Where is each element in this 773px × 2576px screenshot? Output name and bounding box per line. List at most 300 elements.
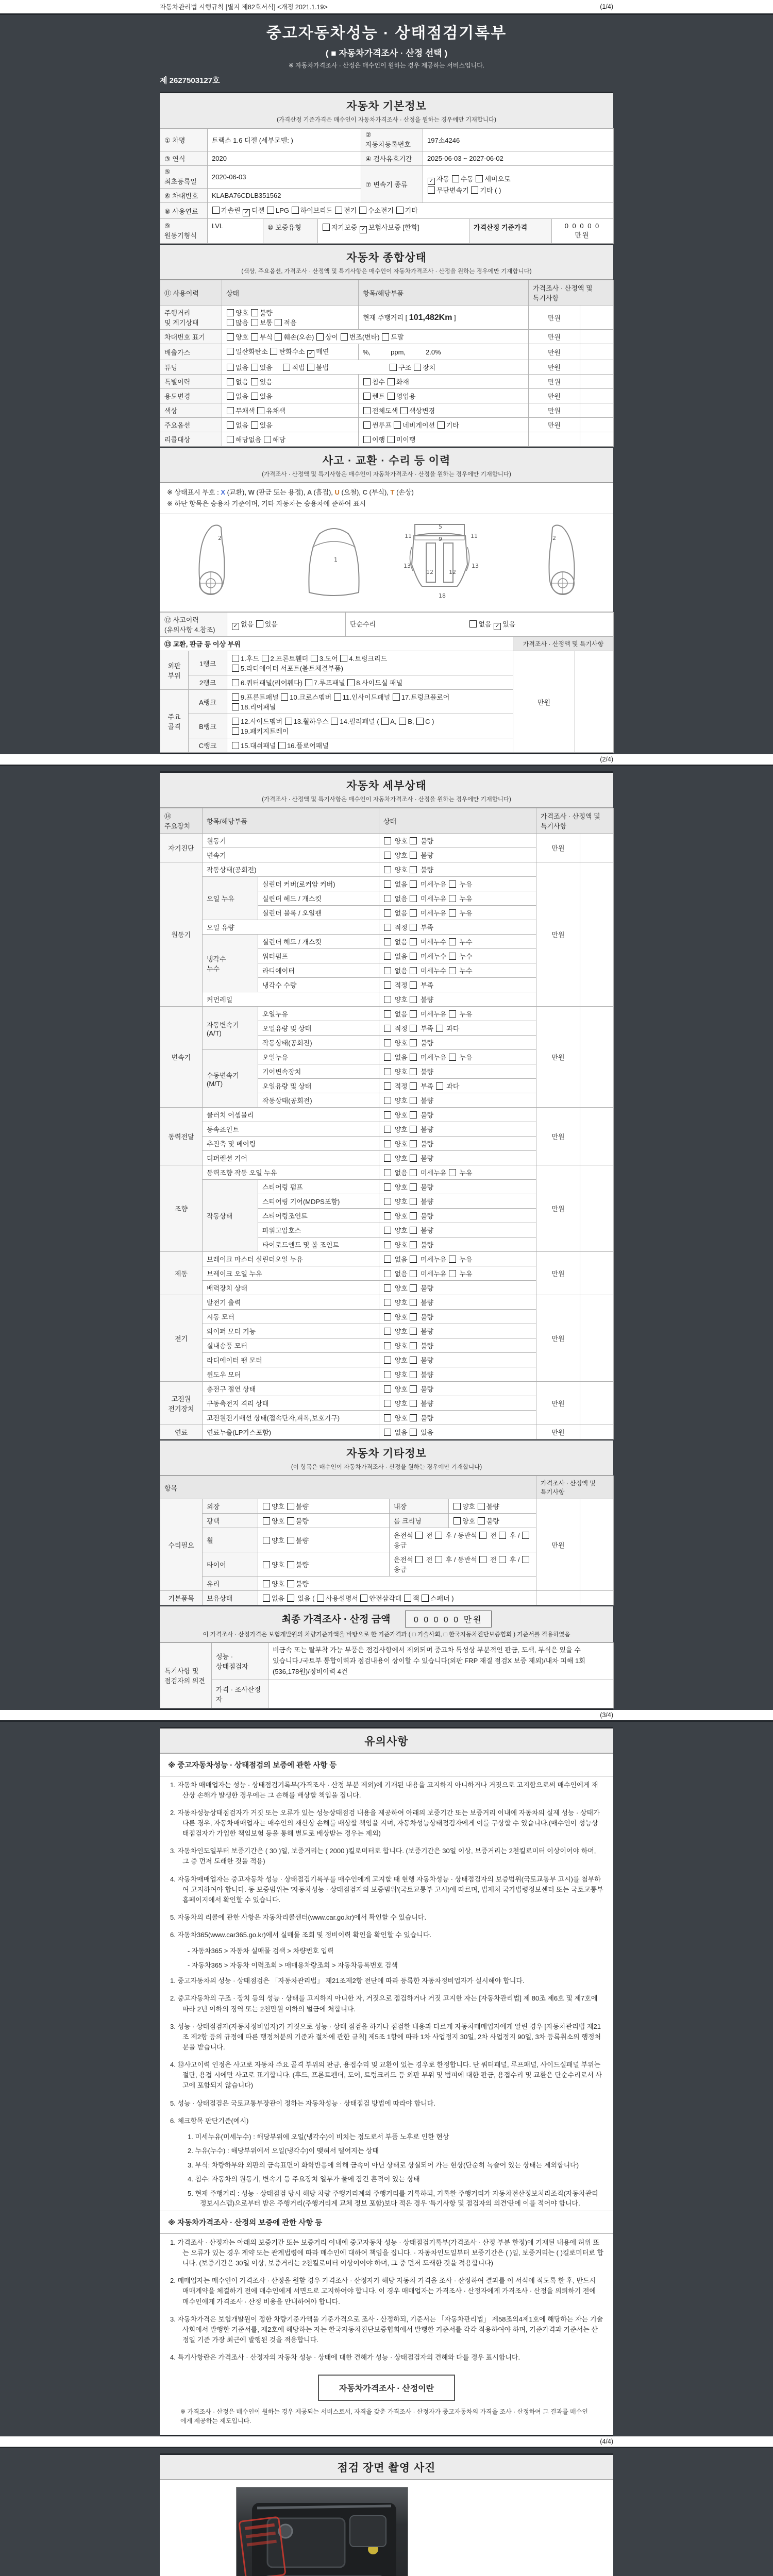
checkbox[interactable] bbox=[340, 655, 347, 662]
notice-subitem: - 자동차365 > 자동차 실매물 검색 > 차량번호 입력 bbox=[188, 1947, 334, 1955]
checkbox[interactable] bbox=[384, 1256, 391, 1263]
checkbox[interactable] bbox=[305, 679, 312, 686]
etc-item-state: 없음 있음 ( 사용설명서 안전삼각대 잭 스패너 ) bbox=[258, 1591, 536, 1605]
checkbox[interactable] bbox=[449, 1270, 456, 1277]
device-item-label: 오일누유 bbox=[258, 1007, 379, 1021]
checkbox[interactable] bbox=[410, 1126, 417, 1133]
checkbox[interactable] bbox=[292, 207, 299, 214]
price-survey-definition-box: 자동차가격조사 · 산정이란 bbox=[318, 2375, 455, 2401]
remark-cell bbox=[580, 1108, 614, 1165]
checkbox[interactable] bbox=[410, 1111, 417, 1118]
checkbox[interactable] bbox=[384, 866, 391, 873]
checkbox[interactable] bbox=[410, 1270, 417, 1277]
notice-subitem: 5. 현재 주행거리 : 성능 · 상태점검 당시 해당 차량 주행거리계의 주행거리를 기록하되, 기록한 주행거리가 자동차전산정보처리조직(자동차관리정보시스템)으로부터 받은 주행거리(주행거리계 교체 정보 포함)보다 적은 경우 '특기사항 및 점검자의 의견'란에 이를 적어야 합니다. bbox=[188, 2189, 598, 2208]
checkbox[interactable] bbox=[227, 309, 234, 316]
checkbox[interactable] bbox=[449, 938, 456, 945]
device-item-state: 양호 불량 bbox=[379, 1411, 536, 1425]
checkbox[interactable] bbox=[438, 421, 445, 429]
checkbox[interactable] bbox=[287, 1537, 294, 1544]
checkbox[interactable] bbox=[410, 1212, 417, 1219]
checkbox[interactable] bbox=[410, 1385, 417, 1393]
checkbox[interactable] bbox=[384, 1054, 391, 1061]
checkbox[interactable] bbox=[359, 207, 366, 214]
checkbox[interactable] bbox=[384, 1241, 391, 1248]
field-label-warranty-type: ⑩ 보증유형 bbox=[263, 219, 318, 243]
checkbox-checked[interactable]: ✓ bbox=[307, 350, 314, 358]
checkbox[interactable] bbox=[363, 393, 371, 400]
checkbox[interactable] bbox=[317, 1595, 324, 1602]
checkbox[interactable] bbox=[278, 742, 285, 749]
checkbox[interactable] bbox=[331, 718, 338, 725]
checkbox[interactable] bbox=[363, 436, 371, 443]
checkbox[interactable] bbox=[264, 436, 271, 443]
checkbox[interactable] bbox=[384, 1357, 391, 1364]
checkbox-checked[interactable]: ✓ bbox=[243, 209, 250, 216]
checkbox[interactable] bbox=[251, 421, 258, 429]
checkbox[interactable] bbox=[410, 1010, 417, 1018]
checkbox[interactable] bbox=[394, 421, 401, 429]
checkbox[interactable] bbox=[428, 187, 435, 194]
basic-info-header bbox=[160, 93, 613, 128]
checkbox[interactable] bbox=[384, 996, 391, 1003]
checkbox[interactable] bbox=[476, 175, 483, 182]
device-item-label: 오일유량 및 상태 bbox=[258, 1079, 379, 1093]
checkbox[interactable] bbox=[227, 348, 234, 355]
checkbox[interactable] bbox=[410, 1429, 417, 1436]
exchange-price-header: 가격조사 · 산정액 및 특기사항 bbox=[513, 637, 614, 651]
checkbox[interactable] bbox=[283, 364, 290, 371]
checkbox[interactable] bbox=[410, 981, 417, 989]
device-item-state: 양호 불량 bbox=[379, 1295, 536, 1310]
checkbox[interactable] bbox=[410, 1328, 417, 1335]
checkbox[interactable] bbox=[316, 333, 324, 341]
price-cell: 만원 bbox=[529, 418, 580, 432]
checkbox[interactable] bbox=[449, 909, 456, 917]
checkbox[interactable] bbox=[388, 378, 395, 385]
checkbox[interactable] bbox=[410, 866, 417, 873]
page2-header-strip bbox=[0, 754, 773, 766]
legend-label: (요철), bbox=[341, 488, 363, 496]
checkbox[interactable] bbox=[263, 1517, 270, 1524]
checkbox[interactable] bbox=[287, 1561, 294, 1568]
checkbox[interactable] bbox=[410, 996, 417, 1003]
etc-item-state: 양호 불량 bbox=[449, 1499, 536, 1514]
checkbox[interactable] bbox=[335, 207, 342, 214]
checkbox[interactable] bbox=[410, 1227, 417, 1234]
checkbox[interactable] bbox=[436, 1025, 443, 1032]
device-group-고전원: 고전원 전기장치 bbox=[160, 1382, 203, 1425]
checkbox[interactable] bbox=[399, 718, 406, 725]
checkbox[interactable] bbox=[410, 967, 417, 974]
etc-item-state: 양호 불량 bbox=[258, 1514, 390, 1528]
checkbox[interactable] bbox=[363, 378, 371, 385]
checkbox[interactable] bbox=[410, 924, 417, 931]
checkbox[interactable] bbox=[334, 693, 341, 701]
checkbox[interactable] bbox=[410, 1414, 417, 1421]
checkbox[interactable] bbox=[449, 1256, 456, 1263]
checkbox[interactable] bbox=[479, 1556, 486, 1563]
table-row bbox=[160, 306, 614, 330]
device-item-state: 없음 있음 bbox=[379, 1425, 536, 1439]
checkbox[interactable] bbox=[232, 679, 239, 686]
checkbox[interactable] bbox=[410, 1357, 417, 1364]
checkbox[interactable] bbox=[251, 333, 258, 341]
device-item-state: 없음 미세누유 누유 bbox=[379, 1050, 536, 1064]
checkbox-checked[interactable]: ✓ bbox=[360, 226, 367, 233]
checkbox[interactable] bbox=[263, 1503, 270, 1510]
checkbox[interactable] bbox=[256, 620, 263, 628]
checkbox[interactable] bbox=[410, 938, 417, 945]
price-cell: 만원 bbox=[536, 834, 580, 862]
checkbox[interactable] bbox=[251, 309, 258, 316]
checkbox[interactable] bbox=[384, 1385, 391, 1393]
checkbox[interactable] bbox=[449, 895, 456, 902]
device-item-state: 적정 부족 bbox=[379, 978, 536, 992]
checkbox[interactable] bbox=[263, 1537, 270, 1544]
checkbox[interactable] bbox=[449, 953, 456, 960]
checkbox[interactable] bbox=[227, 378, 234, 385]
checkbox[interactable] bbox=[410, 1039, 417, 1046]
checkbox[interactable] bbox=[384, 1025, 391, 1032]
notice-item: 3. 자동차인도일부터 보증기간은 ( 30 )일, 보증거리는 ( 2000 )킬로미터로 합니다. (보증기간은 30일 이상, 보증거리는 2천킬로미터 이상이어야 하며, 그 중 먼저 도래한 것을 적용) bbox=[170, 1847, 596, 1866]
device-item-label: 라디에이터 bbox=[258, 963, 379, 978]
checkbox[interactable] bbox=[384, 1082, 391, 1090]
checkbox[interactable] bbox=[384, 967, 391, 974]
checkbox[interactable] bbox=[410, 1025, 417, 1032]
checkbox[interactable] bbox=[390, 364, 397, 371]
checkbox[interactable] bbox=[227, 364, 234, 371]
checkbox[interactable] bbox=[232, 703, 239, 710]
column-header: ⑪ 사용이력 bbox=[160, 280, 222, 306]
checkbox[interactable] bbox=[232, 718, 239, 725]
checkbox[interactable] bbox=[478, 1503, 485, 1510]
checkbox[interactable] bbox=[270, 348, 277, 355]
checkbox[interactable] bbox=[449, 967, 456, 974]
checkbox[interactable] bbox=[251, 364, 258, 371]
page-2 bbox=[160, 771, 613, 1709]
checkbox[interactable] bbox=[275, 333, 282, 341]
checkbox[interactable] bbox=[262, 655, 269, 662]
checkbox[interactable] bbox=[384, 1342, 391, 1349]
device-item-label: 파워고압호스 bbox=[258, 1223, 379, 1238]
car-diagrams bbox=[160, 514, 613, 612]
device-item-state: 양호 불량 bbox=[379, 1338, 536, 1353]
checkbox[interactable] bbox=[307, 364, 314, 371]
checkbox[interactable] bbox=[384, 1284, 391, 1292]
checkbox[interactable] bbox=[382, 333, 389, 341]
checkbox[interactable] bbox=[232, 665, 239, 672]
panel-checklist: 6.쿼터패널(리어휀다) 7.루프패널 8.사이드실 패널 bbox=[227, 675, 513, 690]
price-cell: 만원 bbox=[529, 344, 580, 360]
column-header: 항목/해당부품 bbox=[359, 280, 529, 306]
checkbox[interactable] bbox=[469, 620, 477, 628]
checkbox[interactable] bbox=[410, 1198, 417, 1205]
column-header: 가격조사 · 산정액 및 특기사항 bbox=[536, 808, 614, 834]
table-row bbox=[160, 1425, 614, 1439]
notice-subitem: 4. 침수: 자동차의 원동기, 변속기 등 주요장치 일부가 물에 잠긴 흔적이 있는 상태 bbox=[188, 2175, 420, 2183]
checkbox-checked[interactable]: ✓ bbox=[494, 623, 501, 630]
checkbox[interactable] bbox=[436, 1082, 443, 1090]
checkbox[interactable] bbox=[227, 319, 234, 326]
checkbox[interactable] bbox=[287, 1517, 294, 1524]
table-row bbox=[160, 375, 614, 389]
checkbox[interactable] bbox=[287, 1503, 294, 1510]
price-cell: 만원 bbox=[529, 389, 580, 403]
checkbox[interactable] bbox=[410, 909, 417, 917]
checkbox[interactable] bbox=[499, 1532, 506, 1539]
checkbox[interactable] bbox=[400, 407, 408, 414]
checkbox[interactable] bbox=[410, 1054, 417, 1061]
checkbox[interactable] bbox=[275, 319, 282, 326]
checkbox[interactable] bbox=[478, 1517, 485, 1524]
checkbox[interactable] bbox=[435, 1556, 442, 1563]
checkbox[interactable] bbox=[341, 333, 348, 341]
table-row bbox=[160, 389, 614, 403]
checkbox[interactable] bbox=[388, 393, 395, 400]
checkbox[interactable] bbox=[410, 1284, 417, 1292]
checkbox[interactable] bbox=[384, 953, 391, 960]
checkbox[interactable] bbox=[232, 693, 239, 701]
checkbox[interactable] bbox=[384, 1400, 391, 1407]
checkbox[interactable] bbox=[384, 1097, 391, 1104]
checkbox[interactable] bbox=[227, 407, 234, 414]
checkbox[interactable] bbox=[396, 207, 404, 214]
device-item-state: 양호 불량 bbox=[379, 1382, 536, 1396]
checkbox[interactable] bbox=[384, 909, 391, 917]
device-item-label: 작동상태(공회전) bbox=[258, 1036, 379, 1050]
checkbox[interactable] bbox=[384, 1270, 391, 1277]
checkbox[interactable] bbox=[384, 1313, 391, 1320]
notice-item: 6. 자동차365(www.car365.go.kr)에서 실매물 조회 및 정비이력 확인을 확인할 수 있습니다. bbox=[170, 1931, 432, 1939]
checkbox[interactable] bbox=[453, 1517, 461, 1524]
checkbox[interactable] bbox=[449, 1169, 456, 1176]
checkbox-checked[interactable]: ✓ bbox=[232, 623, 239, 630]
checkbox[interactable] bbox=[212, 207, 220, 214]
checkbox[interactable] bbox=[410, 1082, 417, 1090]
checkbox[interactable] bbox=[410, 1313, 417, 1320]
checkbox[interactable] bbox=[415, 1556, 423, 1563]
engine-warranty-row bbox=[160, 219, 614, 244]
price-cell: 만원 bbox=[536, 1382, 580, 1425]
checkbox[interactable] bbox=[232, 655, 239, 662]
panel-number-label: 11 bbox=[470, 533, 478, 540]
checkbox[interactable] bbox=[384, 1299, 391, 1306]
checkbox[interactable] bbox=[363, 407, 371, 414]
legend-label: (판금 또는 용접), bbox=[256, 488, 307, 496]
checkbox[interactable] bbox=[452, 175, 459, 182]
column-header: 상태 bbox=[379, 808, 536, 834]
checkbox[interactable] bbox=[384, 924, 391, 931]
checkbox[interactable] bbox=[422, 1595, 429, 1602]
remark-cell bbox=[580, 1252, 614, 1295]
checkbox[interactable] bbox=[232, 742, 239, 749]
document-title: 중고자동차성능 · 상태점검기록부 bbox=[266, 25, 507, 42]
row-label-튜닝: 튜닝 bbox=[160, 360, 222, 375]
device-item-state: 없음 미세누유 누유 bbox=[379, 891, 536, 906]
device-item-label: 실린더 헤드 / 개스킷 bbox=[258, 891, 379, 906]
table-row bbox=[160, 280, 614, 306]
checkbox[interactable] bbox=[263, 1561, 270, 1568]
checkbox[interactable] bbox=[410, 1155, 417, 1162]
rank-label: A랭크 bbox=[189, 690, 227, 714]
checkbox[interactable] bbox=[384, 1227, 391, 1234]
device-item-label: 등속죠인트 bbox=[203, 1122, 379, 1137]
checkbox[interactable] bbox=[384, 837, 391, 844]
remark-cell bbox=[580, 1499, 614, 1591]
checkbox[interactable] bbox=[388, 436, 395, 443]
checkbox[interactable] bbox=[384, 1111, 391, 1118]
checkbox[interactable] bbox=[410, 1256, 417, 1263]
table-cell: 없음 있음 bbox=[222, 418, 359, 432]
checkbox[interactable] bbox=[384, 1414, 391, 1421]
checkbox[interactable] bbox=[227, 333, 234, 341]
price-cell: 만원 bbox=[536, 1007, 580, 1108]
checkbox[interactable] bbox=[384, 1140, 391, 1147]
table-row bbox=[160, 613, 614, 637]
checkbox[interactable] bbox=[410, 1299, 417, 1306]
checkbox[interactable] bbox=[384, 1198, 391, 1205]
checkbox[interactable] bbox=[410, 1140, 417, 1147]
notice-item: 3. 자동차가격은 보험개발원이 정한 차량기준가액을 기준가격으로 조사 · 산정하되, 기준서는 「자동차관리법」 제58조의4제1호에 해당하는 자는 기술사회에서 발행한 기준서를, 제2호에 해당하는 자는 한국자동차진단보증협회에서 발행한 기준서를 각각 적용하여야 하며, 기준가격과 기준서는 산정일 기준 가장 최근에 발행된 것을 적용합니다. bbox=[170, 2315, 603, 2344]
row-label-리콜대상: 리콜대상 bbox=[160, 432, 222, 447]
checkbox[interactable] bbox=[384, 1010, 391, 1018]
checkbox[interactable] bbox=[449, 1054, 456, 1061]
checkbox[interactable] bbox=[384, 1039, 391, 1046]
simple-repair-state: 없음 ✓ 있음 bbox=[469, 620, 515, 628]
checkbox[interactable] bbox=[263, 1580, 270, 1587]
checkbox[interactable] bbox=[410, 852, 417, 859]
checkbox[interactable] bbox=[393, 693, 400, 701]
checkbox[interactable] bbox=[311, 655, 318, 662]
checkbox[interactable] bbox=[384, 1169, 391, 1176]
checkbox[interactable] bbox=[435, 1532, 442, 1539]
etc-item-label: 광택 bbox=[203, 1514, 258, 1528]
checkbox[interactable] bbox=[251, 319, 258, 326]
device-item-state: 양호 불량 bbox=[379, 1238, 536, 1252]
checkbox[interactable] bbox=[416, 718, 424, 725]
checkbox[interactable] bbox=[410, 1169, 417, 1176]
checkbox[interactable] bbox=[410, 1068, 417, 1075]
checkbox[interactable] bbox=[384, 1183, 391, 1191]
device-subgroup: 냉각수 누수 bbox=[203, 935, 258, 992]
checkbox[interactable] bbox=[410, 1371, 417, 1378]
checkbox[interactable] bbox=[285, 718, 292, 725]
checkbox[interactable] bbox=[449, 880, 456, 888]
checkbox[interactable] bbox=[257, 407, 264, 414]
checkbox-checked[interactable]: ✓ bbox=[428, 178, 435, 185]
checkbox[interactable] bbox=[471, 187, 478, 194]
checkbox[interactable] bbox=[251, 378, 258, 385]
checkbox[interactable] bbox=[287, 1580, 294, 1587]
basic-info-table bbox=[160, 128, 614, 244]
checkbox[interactable] bbox=[384, 895, 391, 902]
table-row bbox=[160, 651, 614, 675]
checkbox[interactable] bbox=[410, 880, 417, 888]
checkbox[interactable] bbox=[323, 224, 330, 231]
checkbox[interactable] bbox=[360, 1595, 367, 1602]
checkbox[interactable] bbox=[522, 1556, 529, 1563]
checkbox[interactable] bbox=[384, 1371, 391, 1378]
checkbox[interactable] bbox=[363, 421, 371, 429]
checkbox[interactable] bbox=[384, 938, 391, 945]
checkbox[interactable] bbox=[453, 1503, 461, 1510]
device-item-state: 양호 불량 bbox=[379, 1367, 536, 1382]
checkbox[interactable] bbox=[267, 207, 274, 214]
device-subgroup: 자동변속기 (A/T) bbox=[203, 1007, 258, 1050]
checkbox[interactable] bbox=[415, 1532, 423, 1539]
panel-number-label: 13 bbox=[471, 563, 479, 570]
checkbox[interactable] bbox=[410, 1342, 417, 1349]
final-price-label: 최종 가격조사 · 산정 금액 bbox=[281, 1614, 391, 1625]
checkbox[interactable] bbox=[263, 1595, 270, 1602]
panel-group-label: 외판 부위 bbox=[160, 651, 189, 690]
checkbox[interactable] bbox=[522, 1532, 529, 1539]
accident-subtitle: (가격조사 · 산정액 및 특기사항은 매수인이 자동차가격조사 · 산정을 원하는 경우에만 기재합니다) bbox=[262, 471, 511, 478]
base-price-value: 0 0 0 0 0 만원 bbox=[564, 222, 600, 239]
checkbox[interactable] bbox=[384, 1328, 391, 1335]
checkbox[interactable] bbox=[384, 1126, 391, 1133]
legend-prefix: ※ 상태표시 부호 : bbox=[167, 488, 221, 496]
year-value: 2020 bbox=[208, 151, 361, 166]
checkbox[interactable] bbox=[410, 1097, 417, 1104]
checkbox[interactable] bbox=[384, 1212, 391, 1219]
notice-subitem: - 자동차365 > 자동차 이력조회 > 매매용차량조회 > 자동차등록번호 검색 bbox=[188, 1961, 398, 1969]
detail-title: 자동차 세부상태 bbox=[346, 780, 427, 792]
checkbox[interactable] bbox=[414, 364, 421, 371]
checkbox[interactable] bbox=[410, 953, 417, 960]
checkbox[interactable] bbox=[347, 679, 355, 686]
checkbox[interactable] bbox=[404, 1595, 411, 1602]
checkbox[interactable] bbox=[410, 1241, 417, 1248]
checkbox[interactable] bbox=[281, 693, 288, 701]
checkbox[interactable] bbox=[227, 421, 234, 429]
checkbox[interactable] bbox=[251, 393, 258, 400]
checkbox[interactable] bbox=[499, 1556, 506, 1563]
checkbox[interactable] bbox=[479, 1532, 486, 1539]
checkbox[interactable] bbox=[384, 1068, 391, 1075]
price-cell: 만원 bbox=[536, 1425, 580, 1439]
checkbox[interactable] bbox=[410, 1400, 417, 1407]
checkbox[interactable] bbox=[410, 1183, 417, 1191]
checkbox[interactable] bbox=[384, 852, 391, 859]
notice-item: 3. 성능 · 상태점검자(자동차정비업자)가 거짓으로 성능 · 상태 점검을 하거나 점검한 내용과 다르게 자동차매매업자에게 알린 경우 [자동차관리법 제21조 제2항 등의 규정에 따른 행정처분의 기준과 절차에 관한 규칙] 제5조 1항에 따라 1차 사업정지 30일, 2차 사업정지 90일, 3차 등록취소의 행정처분을 받습니다. bbox=[170, 2022, 601, 2051]
etc-item-label: 내장 bbox=[390, 1499, 449, 1514]
checkbox[interactable] bbox=[410, 837, 417, 844]
checkbox[interactable] bbox=[381, 718, 389, 725]
checkbox[interactable] bbox=[384, 1429, 391, 1436]
field-label-reg-no: ② 자동차등록번호 bbox=[361, 129, 423, 151]
checkbox[interactable] bbox=[384, 880, 391, 888]
device-item-label: 라디에이터 팬 모터 bbox=[203, 1353, 379, 1367]
remark-cell bbox=[580, 330, 614, 344]
checkbox[interactable] bbox=[287, 1595, 294, 1602]
base-price-label: 가격산정 기준가격 bbox=[469, 219, 552, 243]
checkbox[interactable] bbox=[384, 1155, 391, 1162]
device-item-state: 양호 불량 bbox=[379, 1396, 536, 1411]
checkbox[interactable] bbox=[449, 1010, 456, 1018]
device-item-state: 양호 불량 bbox=[379, 1209, 536, 1223]
page1-header-strip bbox=[0, 0, 773, 15]
device-item-label: 워터펌프 bbox=[258, 949, 379, 963]
checkbox[interactable] bbox=[227, 436, 234, 443]
checkbox[interactable] bbox=[232, 727, 239, 735]
checkbox[interactable] bbox=[410, 895, 417, 902]
remark-cell bbox=[580, 344, 614, 360]
checkbox[interactable] bbox=[384, 981, 391, 989]
table-cell: 양호 불량 많음 보통 적음 bbox=[222, 306, 359, 330]
notice-item: 6. 체크항목 판단기준(예시) bbox=[170, 2116, 249, 2125]
checkbox[interactable] bbox=[227, 393, 234, 400]
